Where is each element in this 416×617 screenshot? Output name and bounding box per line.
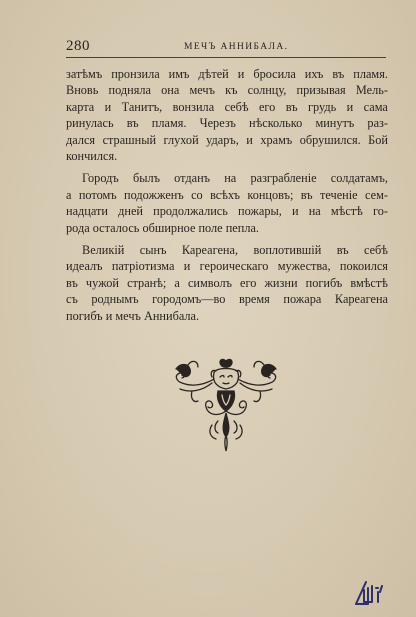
text-line: погибъ и мечъ Аннибала. [66,308,200,323]
header-rule [66,57,386,58]
paragraph [66,66,388,164]
body-text [66,66,388,324]
stamp-mark-icon [352,578,388,608]
text-line: кончился. [66,149,118,164]
text-line: рода осталось обширное поле пепла. [66,220,260,235]
text-line: идеалъ патріотизма и героическаго мужества, покоился [66,259,388,274]
page-number: 280 [66,38,90,54]
text-line: Великій сынъ Кареагена, воплотившій въ себѣ [82,243,388,258]
paragraph [66,170,388,236]
text-line: ринулась въ пламя. Черезъ нѣсколько минутъ раз- [66,116,388,131]
text-line: съ роднымъ городомъ—во время пожара Кареагена [66,292,388,307]
text-line: а потомъ подожженъ со всѣхъ концовъ; въ теченіе сем- [66,187,388,202]
paragraph [66,242,388,324]
page-header [66,38,386,58]
text-line: Городъ былъ отданъ на разграбленіе солдатамъ, [82,171,388,186]
decorative-tailpiece-icon [168,355,284,453]
text-line: въ чужой странѣ; а символъ его жизни погибъ вмѣстѣ [66,275,388,290]
text-line: карта и Танитъ, вонзила себѣ его въ грудь и сама [66,99,388,114]
text-line: затѣмъ пронзила имъ дѣтей и бросила ихъ въ пламя. [66,67,388,81]
text-line: надцати дней продолжались пожары, и на мѣстѣ го- [66,204,388,219]
running-head: МЕЧЪ АННИБАЛА. [184,42,289,52]
library-stamp [352,578,388,608]
text-line: дался страшный глухой ударъ, и храмъ обрушился. Бой [66,132,388,147]
text-line: Вновь подняла она мечъ къ солнцу, призывая Мель- [66,83,388,98]
